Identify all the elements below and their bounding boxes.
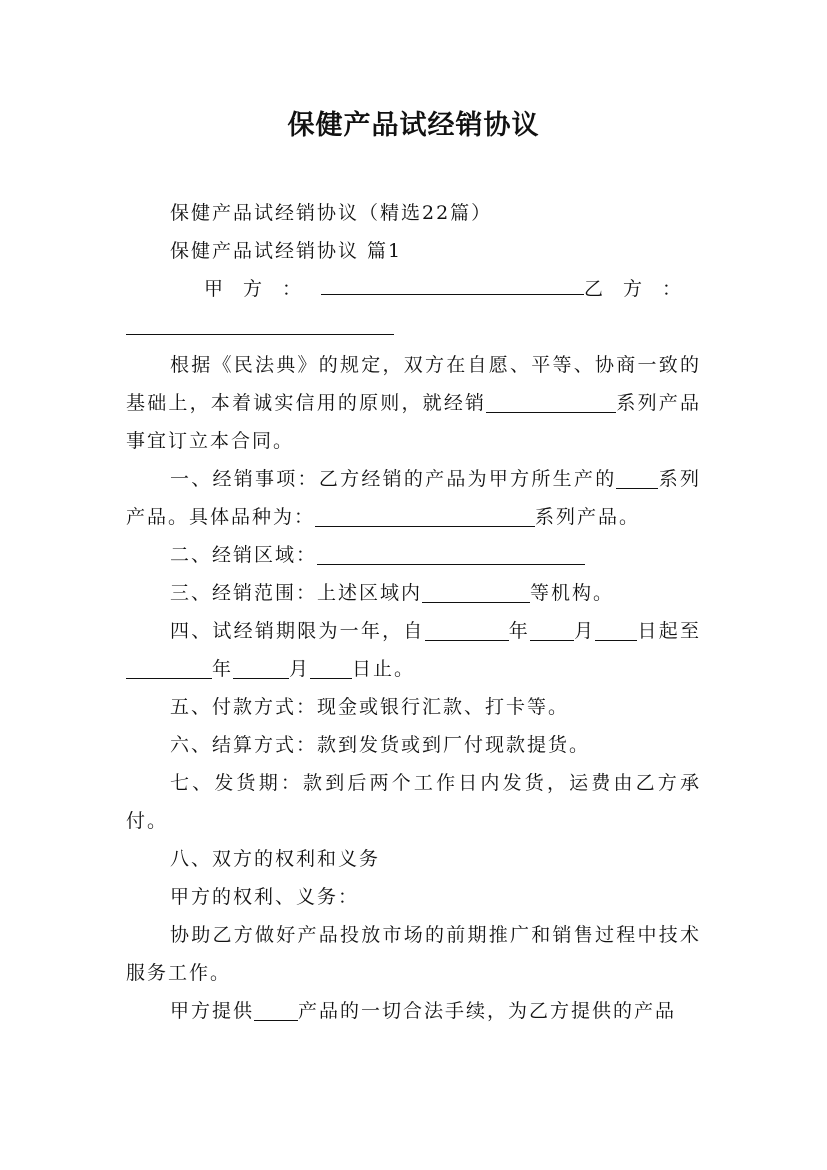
parties-line (126, 270, 701, 308)
clause-2-blank (317, 542, 585, 565)
clause-1 (126, 460, 701, 536)
subtitle: 保健产品试经销协议（精选22篇） (170, 202, 493, 224)
party-b-blank (126, 312, 394, 335)
section-heading: 保健产品试经销协议 篇1 (170, 240, 403, 262)
clause-4-month-from: 月 (573, 620, 596, 642)
party-b-label: 乙方： (583, 278, 701, 300)
provide-paragraph (126, 992, 701, 1030)
clause-7: 七、发货期：款到后两个工作日内发货，运费由乙方承付。 (126, 772, 701, 832)
clause-2-text: 二、经销区域： (170, 544, 318, 566)
provide-blank (254, 998, 298, 1021)
provide-text-b: 产品的一切合法手续，为乙方提供的产品 (298, 1000, 677, 1022)
provide-text-a: 甲方提供 (170, 1000, 255, 1022)
clause-4-blank-year-from (425, 618, 509, 641)
clause-4-blank-day-from (595, 618, 637, 641)
clause-1-text-b: 系列产品。具体品种为： (126, 468, 701, 528)
clause-4-blank-year-to (126, 656, 212, 679)
clause-4-blank-month-from (530, 618, 574, 641)
intro-paragraph (126, 346, 701, 460)
clause-2 (126, 536, 701, 574)
clause-4 (126, 612, 701, 688)
clause-4-year-to: 年 (212, 658, 234, 680)
clause-1-blank-b (315, 504, 535, 527)
clause-6: 六、结算方式：款到发货或到厂付现款提货。 (170, 734, 591, 756)
clause-4-blank-day-to (310, 656, 352, 679)
party-a-rights-heading: 甲方的权利、义务： (170, 886, 360, 908)
series-blank (486, 390, 616, 413)
clause-3-text-a: 三、经销范围：上述区域内 (170, 582, 423, 604)
assist-paragraph: 协助乙方做好产品投放市场的前期推广和销售过程中技术服务工作。 (126, 924, 701, 984)
intro-text-b: 系列产品事宜订立本合同。 (126, 392, 701, 452)
intro-text-a: 根据《民法典》的规定，双方在自愿、平等、协商一致的基础上，本着诚实信用的原则，就经销 (126, 354, 701, 414)
party-a-label: 甲方： (204, 278, 322, 300)
clause-8: 八、双方的权利和义务 (170, 848, 381, 870)
clause-4-month-to: 月 (289, 658, 311, 680)
clause-5: 五、付款方式：现金或银行汇款、打卡等。 (170, 696, 570, 718)
clause-4-day-from: 日起至 (637, 620, 701, 642)
clause-3-text-b: 等机构。 (530, 582, 615, 604)
clause-4-day-to: 日止。 (352, 658, 416, 680)
clause-1-text-a: 一、经销事项：乙方经销的产品为甲方所生产的 (170, 468, 617, 490)
document-title: 保健产品试经销协议 (287, 110, 540, 141)
clause-1-text-c: 系列产品。 (535, 506, 641, 528)
document-body (126, 194, 701, 1030)
clause-3 (126, 574, 701, 612)
clause-4-text-a: 四、试经销期限为一年，自 (170, 620, 425, 642)
clause-4-blank-month-to (233, 656, 289, 679)
party-b-line (126, 308, 701, 346)
clause-1-blank-a (616, 466, 658, 489)
clause-4-year-from: 年 (508, 620, 530, 642)
party-a-blank (321, 272, 584, 295)
clause-3-blank (422, 580, 530, 603)
